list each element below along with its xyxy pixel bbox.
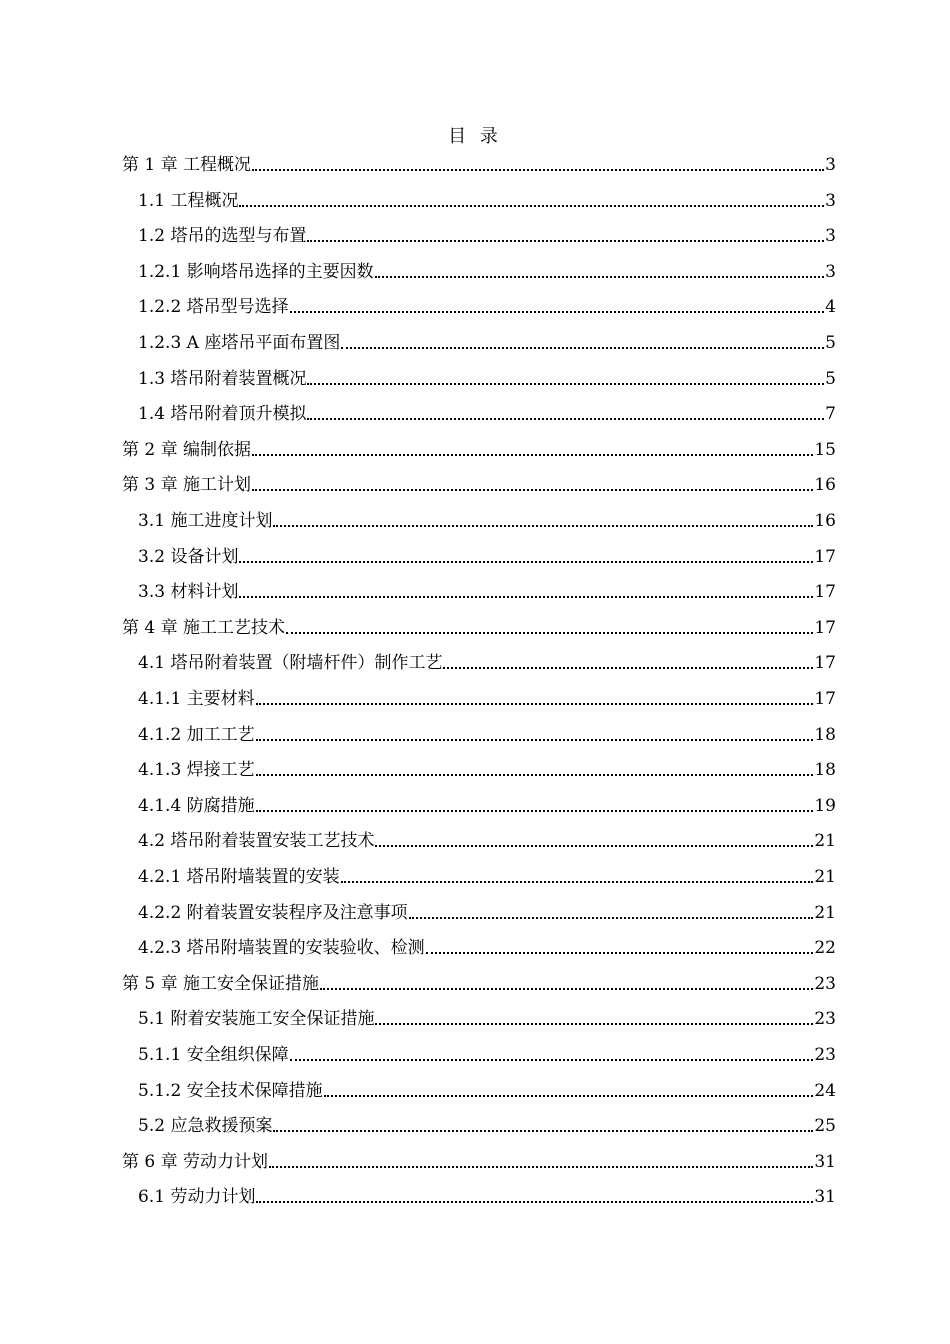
toc-entry-label: 4.2.3 塔吊附墙装置的安装验收、检测 — [138, 938, 425, 959]
toc-page-number: 5 — [825, 368, 836, 389]
toc-chapter-entry[interactable] — [122, 468, 836, 496]
toc-section-entry[interactable] — [138, 931, 836, 959]
toc-chapter-entry[interactable] — [122, 148, 836, 176]
toc-section-entry[interactable] — [138, 1109, 836, 1137]
toc-entry-label: 第 5 章 施工安全保证措施 — [122, 973, 320, 994]
toc-title: 目 录 — [448, 126, 502, 147]
toc-entry-label: 4.1.3 焊接工艺 — [138, 760, 255, 781]
dot-leader — [239, 561, 813, 563]
toc-entry-label: 1.3 塔吊附着装置概况 — [138, 368, 307, 389]
toc-page-number: 18 — [814, 760, 836, 781]
toc-entry-label: 5.1.1 安全组织保障 — [138, 1045, 289, 1065]
toc-section-entry[interactable] — [138, 860, 836, 888]
toc-page-number: 25 — [814, 1116, 836, 1137]
dot-leader — [252, 489, 813, 491]
toc-entry-label: 4.2.2 附着装置安装程序及注意事项 — [138, 902, 408, 923]
toc-page-number: 23 — [814, 1045, 836, 1065]
toc-entry-label: 4.2 塔吊附着装置安装工艺技术 — [138, 831, 375, 852]
toc-entry-label: 5.1 附着安装施工安全保证措施 — [138, 1009, 375, 1030]
dot-leader — [256, 739, 814, 741]
toc-section-entry[interactable] — [138, 1180, 836, 1208]
toc-entry-label: 3.3 材料计划 — [138, 582, 239, 603]
toc-page-number: 23 — [814, 973, 836, 994]
toc-page-number: 15 — [814, 439, 836, 460]
toc-entry-label: 第 6 章 劳动力计划 — [122, 1151, 269, 1172]
toc-entry-label: 第 1 章 工程概况 — [122, 155, 252, 175]
toc-entry-label: 1.2.3 A 座塔吊平面布置图 — [138, 333, 341, 353]
dot-leader — [256, 810, 814, 812]
toc-page-number: 17 — [814, 546, 836, 567]
toc-page-number: 18 — [814, 724, 836, 745]
toc-page-number: 22 — [814, 938, 836, 959]
toc-page-number: 17 — [814, 653, 836, 674]
dot-leader — [375, 845, 813, 847]
toc-page-number: 23 — [814, 1009, 836, 1030]
toc-section-entry[interactable] — [138, 362, 836, 390]
toc-entry-label: 1.2.2 塔吊型号选择 — [138, 297, 289, 318]
toc-section-entry[interactable] — [138, 540, 836, 568]
dot-leader — [324, 1095, 814, 1097]
toc-page-number: 4 — [825, 297, 836, 318]
toc-entry-label: 1.1 工程概况 — [138, 190, 239, 211]
dot-leader — [256, 703, 814, 705]
toc-chapter-entry[interactable] — [122, 611, 836, 639]
toc-entry-label: 5.2 应急救援预案 — [138, 1116, 273, 1137]
toc-page-number: 21 — [814, 902, 836, 923]
toc-section-entry[interactable] — [138, 290, 836, 318]
dot-leader — [256, 1201, 813, 1203]
toc-page-number: 24 — [814, 1080, 836, 1101]
toc-page-number: 21 — [814, 867, 836, 887]
dot-leader — [252, 454, 813, 456]
toc-entry-label: 4.1 塔吊附着装置（附墙杆件）制作工艺 — [138, 653, 443, 674]
toc-entry-label: 4.2.1 塔吊附墙装置的安装 — [138, 867, 340, 887]
toc-section-entry[interactable] — [138, 397, 836, 425]
dot-leader — [252, 169, 824, 171]
toc-entry-label: 第 2 章 编制依据 — [122, 439, 252, 460]
toc-chapter-entry[interactable] — [122, 1145, 836, 1173]
toc-section-entry[interactable] — [138, 1002, 836, 1030]
toc-section-entry[interactable] — [138, 219, 836, 247]
dot-leader — [375, 276, 825, 278]
toc-section-entry[interactable] — [138, 896, 836, 924]
dot-leader — [307, 240, 824, 242]
dot-leader — [341, 881, 814, 883]
toc-page-number: 3 — [825, 226, 836, 247]
dot-leader — [286, 632, 813, 634]
toc-entry-label: 4.1.4 防腐措施 — [138, 795, 255, 816]
toc-page-number: 3 — [825, 155, 836, 175]
toc-section-entry[interactable] — [138, 504, 836, 532]
dot-leader — [239, 205, 824, 207]
toc-page-number: 31 — [814, 1187, 836, 1208]
toc-entry-label: 5.1.2 安全技术保障措施 — [138, 1080, 323, 1101]
toc-entry-label: 第 4 章 施工工艺技术 — [122, 617, 286, 638]
toc-chapter-entry[interactable] — [122, 967, 836, 995]
toc-section-entry[interactable] — [138, 326, 836, 354]
toc-section-entry[interactable] — [138, 255, 836, 283]
toc-entry-label: 1.2.1 影响塔吊选择的主要因数 — [138, 261, 374, 282]
toc-page-number: 31 — [814, 1151, 836, 1172]
dot-leader — [426, 952, 814, 954]
toc-section-entry[interactable] — [138, 1038, 836, 1066]
dot-leader — [256, 774, 814, 776]
dot-leader — [273, 1130, 813, 1132]
toc-entry-label: 1.4 塔吊附着顶升模拟 — [138, 404, 307, 425]
toc-section-entry[interactable] — [138, 718, 836, 746]
toc-entry-label: 3.2 设备计划 — [138, 546, 239, 567]
toc-page-number: 3 — [825, 261, 836, 282]
dot-leader — [290, 1059, 814, 1061]
dot-leader — [443, 667, 813, 669]
toc-page-number: 5 — [825, 333, 836, 353]
dot-leader — [239, 596, 813, 598]
dot-leader — [273, 525, 813, 527]
toc-page-number: 3 — [825, 190, 836, 211]
toc-section-entry[interactable] — [138, 824, 836, 852]
toc-entry-label: 第 3 章 施工计划 — [122, 475, 252, 496]
toc-section-entry[interactable] — [138, 184, 836, 212]
toc-chapter-entry[interactable] — [122, 433, 836, 461]
dot-leader — [307, 383, 824, 385]
toc-page-number: 16 — [814, 511, 836, 531]
toc-section-entry[interactable] — [138, 1074, 836, 1102]
toc-entry-label: 3.1 施工进度计划 — [138, 511, 273, 531]
toc-entry-label: 4.1.2 加工工艺 — [138, 724, 255, 745]
toc-entry-label: 4.1.1 主要材料 — [138, 689, 255, 709]
dot-leader — [320, 988, 813, 990]
toc-page-number: 16 — [814, 475, 836, 496]
toc-section-entry[interactable] — [138, 789, 836, 817]
dot-leader — [269, 1166, 813, 1168]
toc-section-entry[interactable] — [138, 682, 836, 710]
toc-section-entry[interactable] — [138, 753, 836, 781]
dot-leader — [409, 917, 814, 919]
toc-page-number: 7 — [825, 404, 836, 425]
dot-leader — [375, 1023, 813, 1025]
toc-page-number: 17 — [814, 582, 836, 603]
toc-page-number: 17 — [814, 617, 836, 638]
toc-section-entry[interactable] — [138, 575, 836, 603]
toc-entry-label: 6.1 劳动力计划 — [138, 1187, 256, 1208]
dot-leader — [307, 418, 824, 420]
toc-page-number: 19 — [814, 795, 836, 816]
toc-entry-label: 1.2 塔吊的选型与布置 — [138, 226, 307, 247]
dot-leader — [341, 347, 824, 349]
toc-page-number: 21 — [814, 831, 836, 852]
dot-leader — [290, 311, 825, 313]
toc-section-entry[interactable] — [138, 646, 836, 674]
toc-page-number: 17 — [814, 689, 836, 709]
